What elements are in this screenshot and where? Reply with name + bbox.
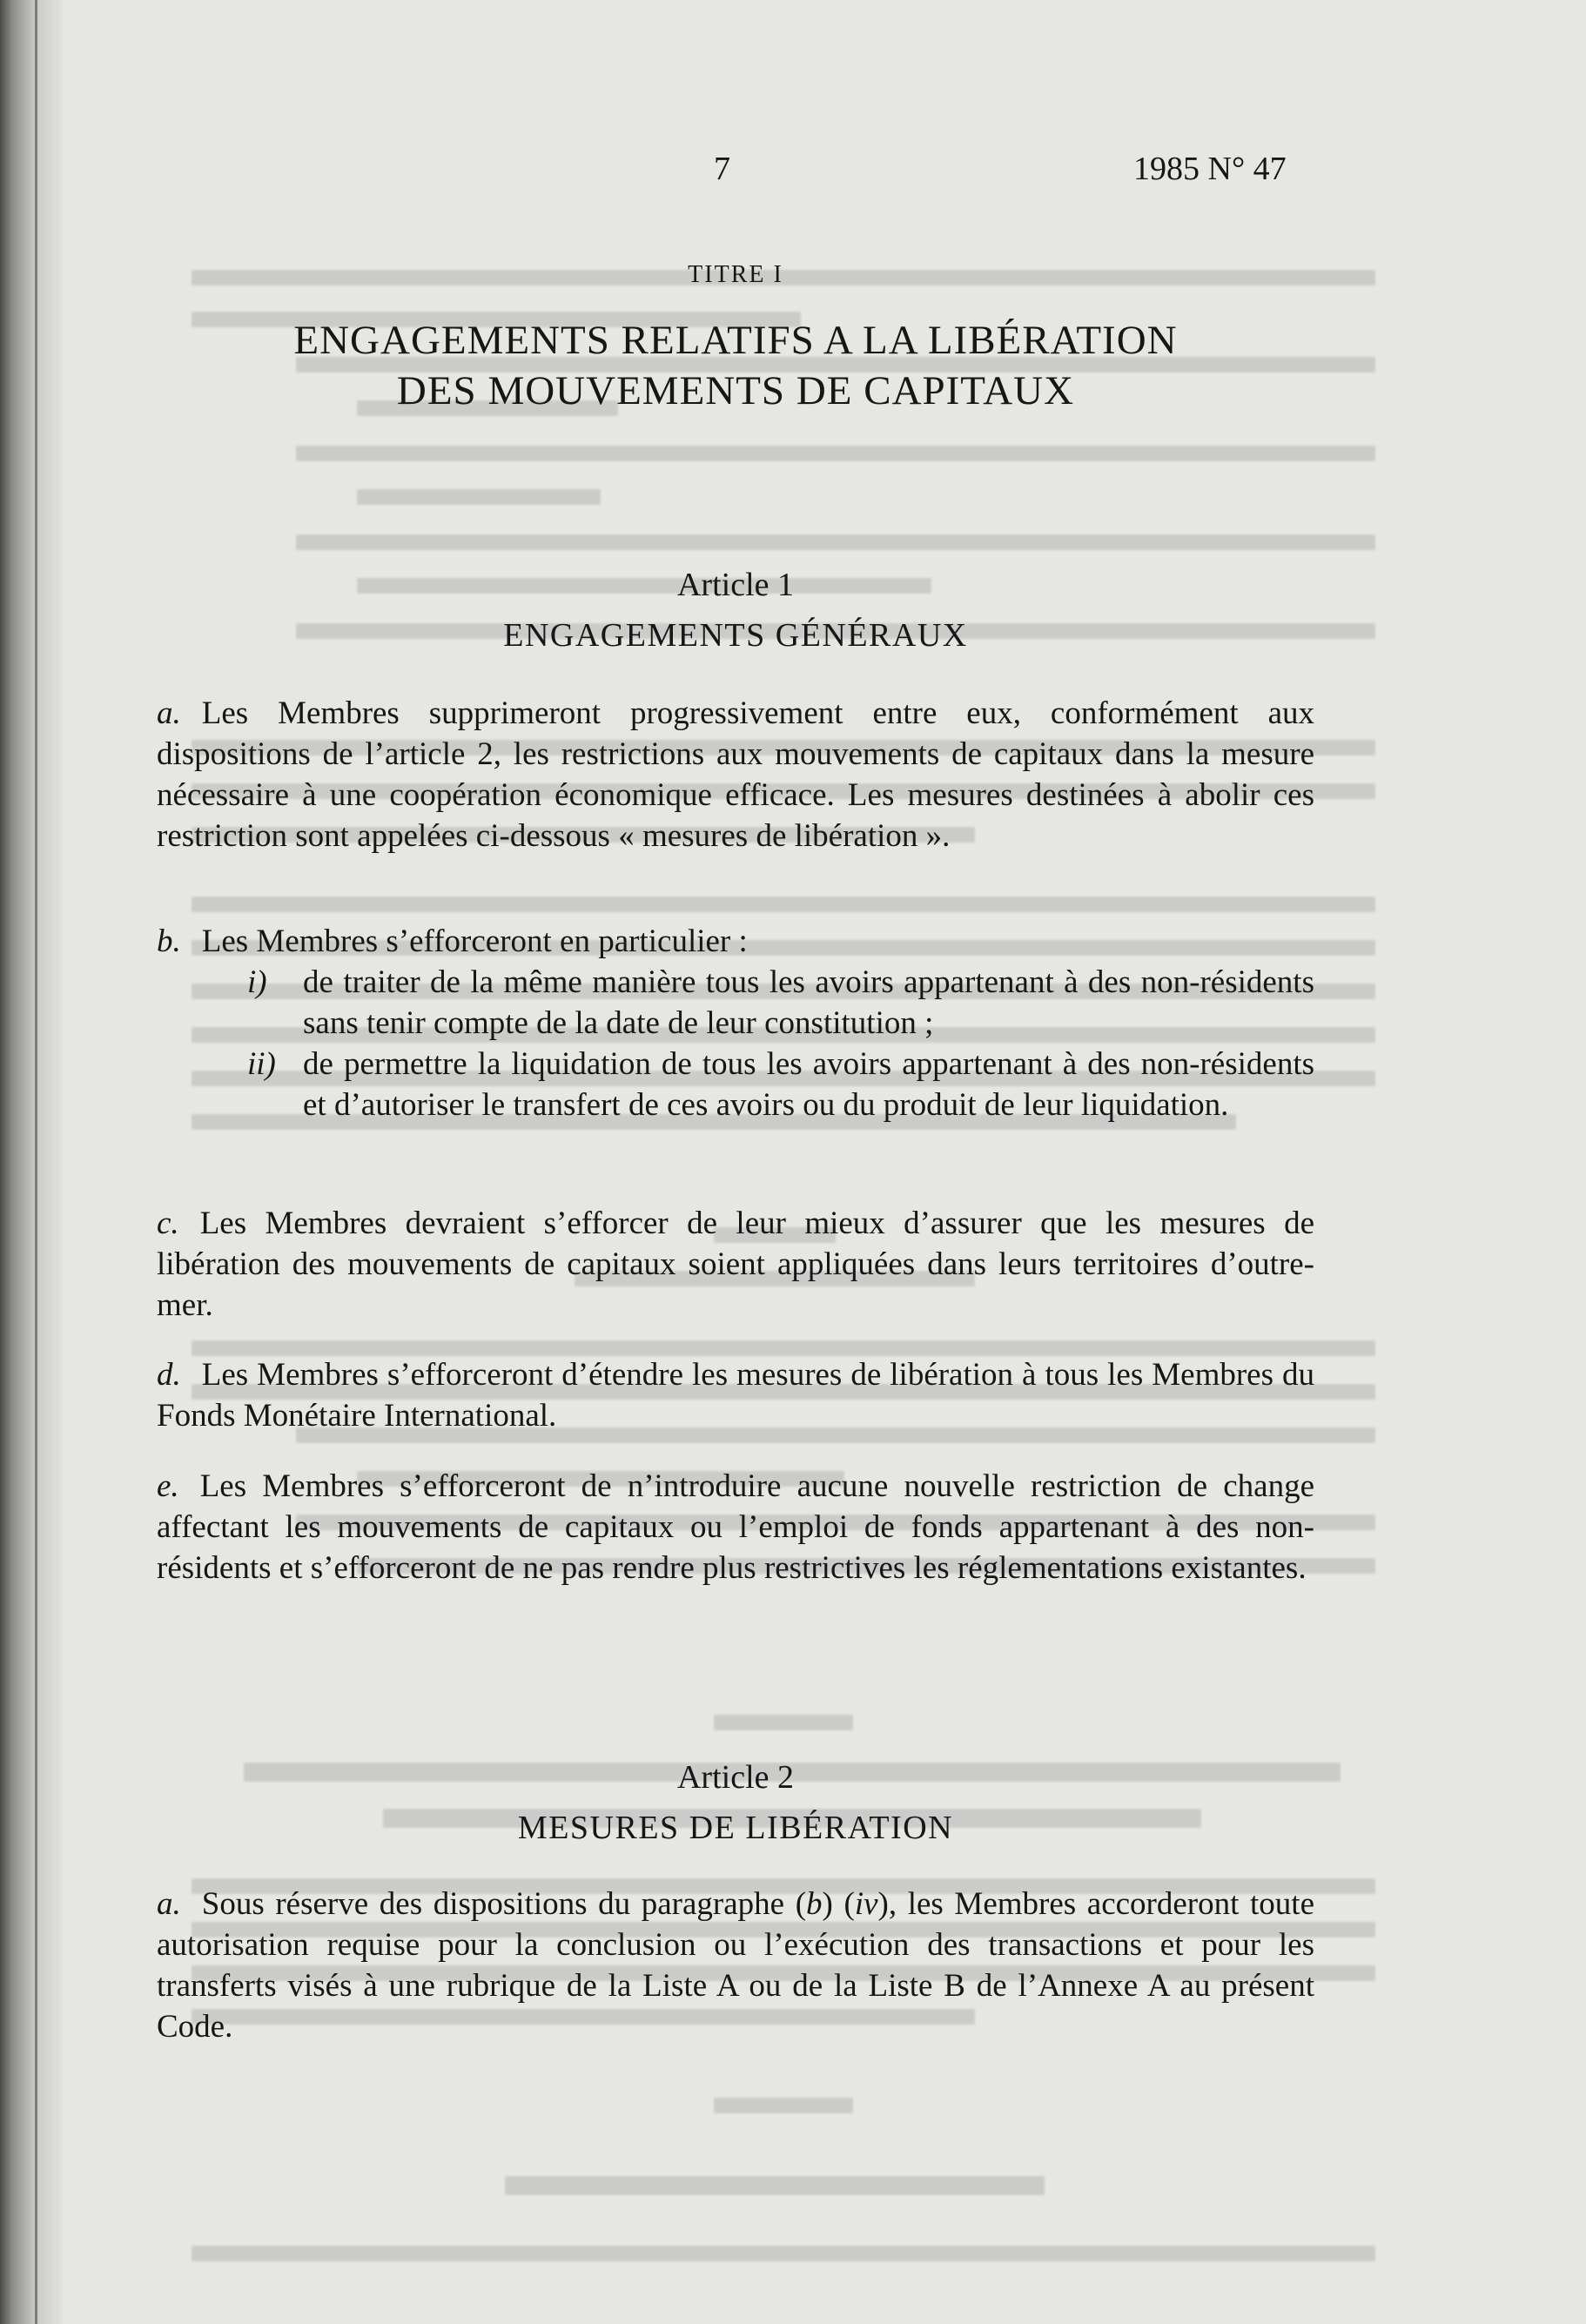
para-marker: c. — [157, 1206, 179, 1241]
paragraph-ref: b — [806, 1886, 823, 1922]
titre-label: TITRE I — [688, 261, 783, 288]
list-item — [157, 1044, 1314, 1125]
para-marker: e. — [157, 1468, 179, 1504]
article2-subheading: MESURES DE LIBÉRATION — [517, 1810, 954, 1846]
list-item — [157, 962, 1314, 1044]
article1-para-e — [157, 1466, 1314, 1589]
main-title — [0, 315, 1471, 416]
para-marker: a. — [157, 1886, 181, 1922]
para-text: Les Membres s’efforceront de n’introduire aucune nouvelle restriction de change affectant les mouvements de capitaux ou l’emploi de fonds appartenant à des non-résidents et s’efforceront de ne pas rendre plus restrictives les réglementations existantes. — [157, 1468, 1314, 1586]
article2-para-a — [157, 1884, 1314, 2047]
item-text: de permettre la liquidation de tous les avoirs appartenant à des non-résidents et d’autoriser le transfert de ces avoirs ou du produit de leur liquidation. — [303, 1046, 1314, 1123]
article1-heading: Article 1 — [676, 567, 794, 603]
item-marker: ii) — [247, 1046, 276, 1082]
article1-para-c — [157, 1203, 1314, 1326]
para-text-post: ), les Membres accorderont toute autorisation requise pour la conclusion ou l’exécution des transactions et pour les transferts visés à une rubrique de la Liste A ou de la Liste B de l’Annexe A au présent Code. — [157, 1886, 1314, 2045]
para-text-pre: Sous réserve des dispositions du paragraphe ( — [201, 1886, 807, 1922]
para-text: Les Membres s’efforceront d’étendre les mesures de libération à tous les Membres du Fonds Monétaire International. — [157, 1357, 1314, 1434]
para-text: Les Membres devraient s’efforcer de leur mieux d’assurer que les mesures de libération des mouvements de capitaux soient appliquées dans leurs territoires d’outre-mer. — [157, 1206, 1314, 1323]
article1-subheading: ENGAGEMENTS GÉNÉRAUX — [503, 617, 968, 654]
para-marker: a. — [157, 695, 181, 731]
item-text: de traiter de la même manière tous les avoirs appartenant à des non-résidents sans tenir compte de la date de leur constitution ; — [303, 964, 1314, 1041]
para-text-mid: ) ( — [822, 1886, 855, 1922]
page-number: 7 — [714, 151, 730, 187]
para-marker: b. — [157, 924, 181, 959]
document-reference: 1985 N° 47 — [1133, 151, 1287, 187]
article2-heading: Article 2 — [676, 1759, 794, 1796]
article1-para-b — [157, 921, 1314, 1125]
main-title-line1: ENGAGEMENTS RELATIFS A LA LIBÉRATION — [293, 318, 1178, 363]
item-marker: i) — [247, 964, 267, 1000]
para-text: Les Membres s’efforceront en particulier : — [201, 924, 748, 959]
subparagraph-ref: iv — [854, 1886, 878, 1922]
para-marker: d. — [157, 1357, 181, 1393]
para-text: Les Membres supprimeront progressivement entre eux, conformément aux dispositions de l’article 2, les restrictions aux mouvements de capitaux dans la mesure nécessaire à une coopération économique efficace. Les mesures destinées à abolir ces restriction sont appelées ci-dessous « mesures de libération ». — [157, 695, 1314, 854]
main-title-line2: DES MOUVEMENTS DE CAPITAUX — [396, 368, 1075, 413]
article1-para-a — [157, 693, 1314, 856]
article1-para-d — [157, 1354, 1314, 1436]
